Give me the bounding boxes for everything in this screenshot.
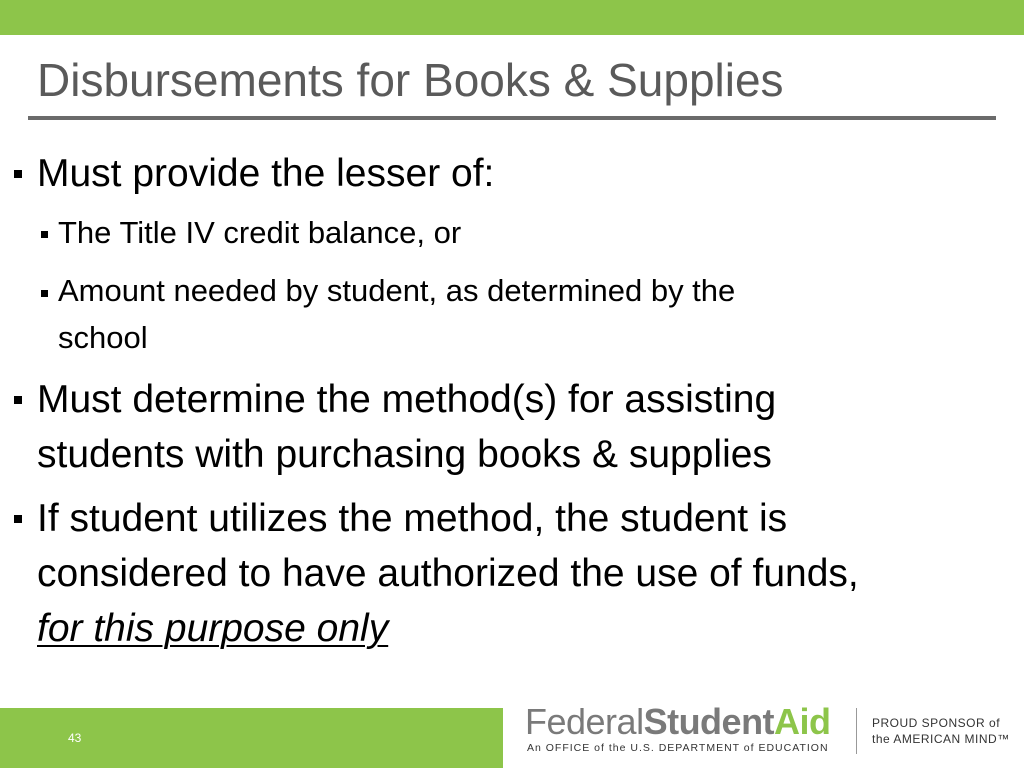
bullet-text-continued: students with purchasing books & supplies xyxy=(37,433,772,476)
bullet-text-continued: considered to have authorized the use of funds, xyxy=(37,552,859,595)
bullet-text: If student utilizes the method, the student is xyxy=(37,497,788,540)
square-bullet-icon xyxy=(14,515,22,523)
sub-bullet-text: Amount needed by student, as determined by the xyxy=(58,273,736,308)
sub-bullet-text: The Title IV credit balance, or xyxy=(58,215,462,250)
sub-bullet-text-continued: school xyxy=(58,320,148,355)
square-bullet-icon xyxy=(14,170,22,178)
sponsor-line-1: PROUD SPONSOR of xyxy=(872,716,1001,730)
logo-tagline: An OFFICE of the U.S. DEPARTMENT of EDUCATION xyxy=(527,742,829,754)
federal-student-aid-logo xyxy=(525,702,831,742)
square-bullet-icon xyxy=(14,396,22,404)
square-bullet-icon xyxy=(41,290,48,297)
slide-title: Disbursements for Books & Supplies xyxy=(37,54,784,106)
emphasized-text: for this purpose only xyxy=(37,607,389,650)
sponsor-line-2: the AMERICAN MIND™ xyxy=(872,732,1010,746)
logo-word-federal: Federal xyxy=(525,701,644,742)
logo-word-aid: Aid xyxy=(774,701,831,742)
logo-divider xyxy=(856,708,857,754)
logo-word-student: Student xyxy=(643,701,775,742)
page-number: 43 xyxy=(68,731,82,745)
top-accent-bar xyxy=(0,0,1024,35)
square-bullet-icon xyxy=(41,231,48,238)
bullet-text: Must determine the method(s) for assisting xyxy=(37,378,777,421)
bullet-text: Must provide the lesser of: xyxy=(37,152,495,195)
title-underline xyxy=(28,116,996,120)
